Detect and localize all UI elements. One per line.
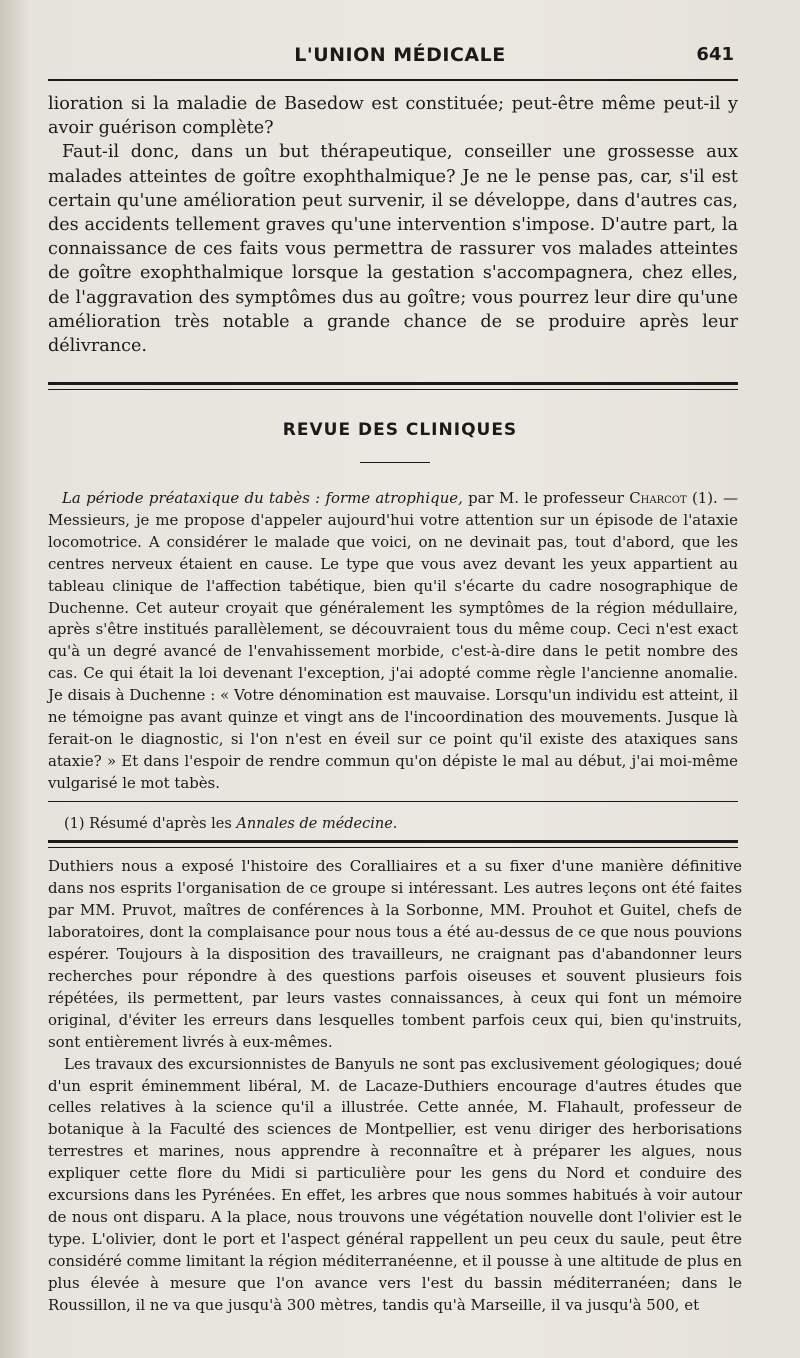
section-double-rule-bottom xyxy=(48,389,738,390)
footnote-prefix: (1) Résumé d'après les xyxy=(64,816,237,832)
footnote-ref: (1). — xyxy=(686,489,738,507)
article-title: La période préataxique du tabès : forme atrophique, xyxy=(62,489,463,507)
paragraph-duthiers: Duthiers nous a exposé l'histoire des Coralliaires et a su fixer d'une manière définitive dans nos esprits l'organisation de ce groupe si intéressant. Les autres leçons ont été faites par MM. Pruvot, maîtres de conférences à la Sorbonne, MM. Prouhot et Guitel, chefs de laboratoires, dont la complaisance pour nous tous a été au-dessus de ce que nous pouvions espérer. Toujours à la disposition des travailleurs, ne craignant pas d'abandonner leurs recherches pour répondre à des questions parfois oiseuses et souvent plusieurs fois répétées, ils permettent, par leurs vastes connaissances, à ceux qui font un mémoire original, d'éviter les erreurs dans lesquelles tombent parfois ceux qui, bien qu'instruits, sont entièrement livrés à eux-mêmes. xyxy=(48,857,742,1051)
header-rule xyxy=(48,79,738,81)
heading-underline xyxy=(360,462,430,463)
page-split-rule-bottom xyxy=(48,847,738,848)
clinique-paragraph xyxy=(48,488,738,795)
paragraph-banyuls: Les travaux des excursionnistes de Banyuls ne sont pas exclusivement géologiques; doué d'un esprit éminemment libéral, M. de Lacaze-Duthiers encourage d'autres études que celles relatives à la science qu'il a illustrée. Cette année, M. Flahault, professeur de botanique à la Faculté des sciences de Montpellier, est venu diriger des herborisations terrestres et marines, nous apprendre à reconnaître et à préparer les algues, nous expliquer cette flore du Midi si particulière pour les gens du Nord et conduire des excursions dans les Pyrénées. En effet, les arbres que nous sommes habitués à voir autour de nous ont disparu. A la place, nous trouvons une végétation nouvelle dont l'olivier est le type. L'olivier, dont le port et l'aspect général rappellent un peu ceux du saule, peut être considéré comme limitant la région méditerranéenne, et il pousse à une altitude de plus en plus élevée à mesure que l'on avance vers l'est du bassin méditerranéen; dans le Roussillon, il ne va que jusqu'à 300 mètres, tandis qu'à Marseille, il va jusqu'à 500, et xyxy=(48,1054,742,1315)
footnote-source: Annales de médecine. xyxy=(236,816,398,832)
footnote-rule xyxy=(48,801,738,802)
section-heading: REVUE DES CLINIQUES xyxy=(282,420,518,440)
article-body: Messieurs, je me propose d'appeler aujourd'hui votre attention sur un épisode de l'ataxie locomotrice. A considérer le malade que voici, on ne devinait pas, tout d'abord, que les centres nerveux étaient en cause. Le type que vous avez devant les yeux appartient au tableau clinique de l'affection tabétique, bien qu'il s'écarte du cadre nosographique de Duchenne. Cet auteur croyait que généralement les symptômes de la région médullaire, après s'être institués parallèlement, se découvraient tous du même coup. Ceci n'est exact qu'à un degré avancé de l'envahissement morbide, c'est-à-dire dans le petit nombre des cas. Ce qui était la loi devenant l'exception, j'ai adopté comme règle l'ancienne anomalie. Je disais à Duchenne : « Votre dénomination est mauvaise. Lorsqu'un individu est atteint, il ne témoigne pas avant quinze et vingt ans de l'incoordination des mouvements. Jusque là ferait-on le diagnostic, si l'on n'est en éveil sur ce point qu'il existe des ataxiques sans ataxie? » Et dans l'espoir de rendre commun qu'on dépiste le mal au début, j'ai moi-même vulgarisé le mot tabès. xyxy=(48,510,738,792)
journal-title: L'UNION MÉDICALE xyxy=(294,44,506,66)
section-double-rule-top xyxy=(48,382,738,385)
basedow-section xyxy=(48,92,738,358)
paragraph-therapeutic: Faut-il donc, dans un but thérapeutique, conseiller une grossesse aux malades atteintes de goître exophthalmique? Je ne le pense pas, car, s'il est certain qu'une amélioration peut survenir, il se développe, dans d'autres cas, des accidents tellement graves qu'une intervention s'impose. D'autre part, la connaissance de ces faits vous permettra de rassurer vos malades atteintes de goître exophthalmique lorsque la gestation s'accompagnera, chez elles, de l'aggravation des symptômes dus au goître; vous pourrez leur dire qu'une amélioration très notable a grande chance de se produire après leur délivrance. xyxy=(48,142,738,357)
footnote xyxy=(64,814,734,834)
running-header xyxy=(0,44,800,74)
page-split-rule-top xyxy=(48,840,738,843)
page-number: 641 xyxy=(696,44,734,65)
article-byline: par M. le professeur xyxy=(462,489,630,507)
article-author: Charcot xyxy=(629,489,687,507)
paragraph-continuation: lioration si la maladie de Basedow est constituée; peut-être même peut-il y avoir guérison complète? xyxy=(48,94,738,139)
banyuls-section xyxy=(48,856,742,1317)
clinique-article xyxy=(48,488,738,795)
